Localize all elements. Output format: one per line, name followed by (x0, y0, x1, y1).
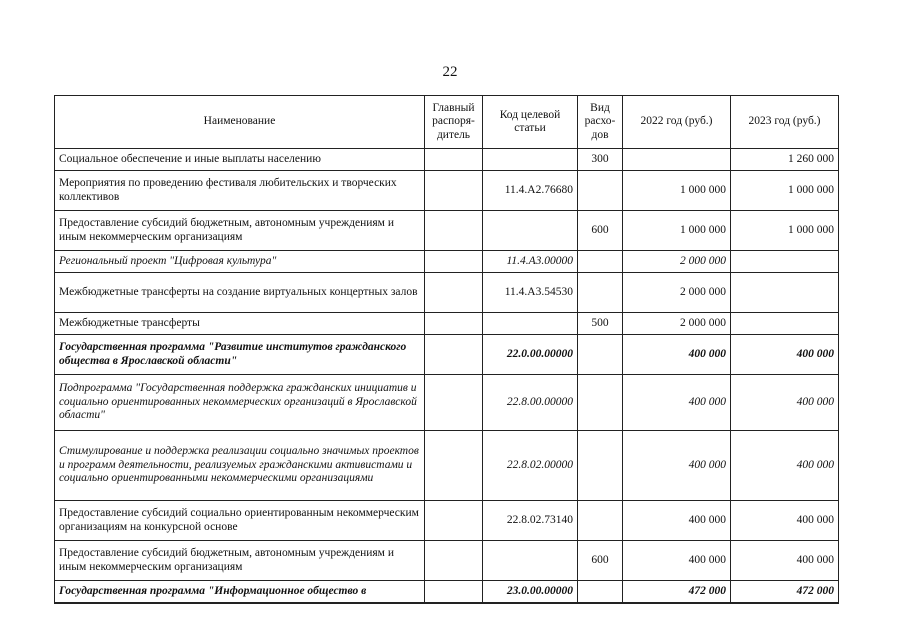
table-row (55, 171, 839, 211)
row-code: 11.4.А2.76680 (483, 171, 578, 211)
row-code: 22.8.00.00000 (483, 375, 578, 431)
table-row (55, 431, 839, 501)
row-2022: 472 000 (623, 581, 731, 603)
row-2022: 2 000 000 (623, 313, 731, 335)
row-2022: 400 000 (623, 501, 731, 541)
row-code (483, 149, 578, 171)
row-admin (425, 171, 483, 211)
table-row (55, 375, 839, 431)
row-2023: 400 000 (731, 335, 839, 375)
row-code (483, 211, 578, 251)
row-code (483, 541, 578, 581)
row-kind (578, 335, 623, 375)
row-name: Предоставление субсидий бюджетным, автономным учреждениям и иным некоммерческим организациям (55, 211, 425, 251)
row-admin (425, 149, 483, 171)
budget-table (54, 95, 839, 604)
row-name: Социальное обеспечение и иные выплаты населению (55, 149, 425, 171)
row-kind: 300 (578, 149, 623, 171)
row-name: Межбюджетные трансферты на создание виртуальных концертных залов (55, 273, 425, 313)
row-kind (578, 251, 623, 273)
row-admin (425, 335, 483, 375)
row-kind (578, 375, 623, 431)
table-row (55, 581, 839, 603)
row-2022: 1 000 000 (623, 171, 731, 211)
header-2023: 2023 год (руб.) (731, 96, 839, 149)
table-row (55, 251, 839, 273)
row-code: 11.4.А3.00000 (483, 251, 578, 273)
row-2022: 400 000 (623, 375, 731, 431)
table-header-row (55, 96, 839, 149)
row-2022: 2 000 000 (623, 251, 731, 273)
row-2023: 1 260 000 (731, 149, 839, 171)
row-admin (425, 273, 483, 313)
row-kind (578, 501, 623, 541)
row-2023: 1 000 000 (731, 211, 839, 251)
row-2023 (731, 273, 839, 313)
row-code (483, 313, 578, 335)
table-row (55, 211, 839, 251)
row-name: Региональный проект "Цифровая культура" (55, 251, 425, 273)
row-name: Государственная программа "Развитие институтов гражданского общества в Ярославской области" (55, 335, 425, 375)
page-number: 22 (442, 64, 458, 80)
row-name: Стимулирование и поддержка реализации социально значимых проектов и программ деятельности, реализуемых гражданскими активистами и социально ориентированными некоммерческими организациями (55, 431, 425, 501)
row-2022: 400 000 (623, 431, 731, 501)
row-admin (425, 541, 483, 581)
header-2022: 2022 год (руб.) (623, 96, 731, 149)
header-kind: Вид расхо-дов (578, 96, 623, 149)
table-row (55, 313, 839, 335)
row-2023: 400 000 (731, 501, 839, 541)
row-name: Мероприятия по проведению фестиваля любительских и творческих коллективов (55, 171, 425, 211)
row-admin (425, 501, 483, 541)
header-name: Наименование (55, 96, 425, 149)
row-2023 (731, 251, 839, 273)
row-2023 (731, 313, 839, 335)
row-name: Предоставление субсидий социально ориентированным некоммерческим организациям на конкурсной основе (55, 501, 425, 541)
row-2022 (623, 149, 731, 171)
row-2022: 400 000 (623, 541, 731, 581)
row-admin (425, 431, 483, 501)
row-code: 22.8.02.00000 (483, 431, 578, 501)
row-kind (578, 581, 623, 603)
header-code: Код целевой статьи (483, 96, 578, 149)
row-2022: 400 000 (623, 335, 731, 375)
row-admin (425, 211, 483, 251)
row-code: 11.4.А3.54530 (483, 273, 578, 313)
row-2022: 2 000 000 (623, 273, 731, 313)
row-admin (425, 375, 483, 431)
table-row (55, 501, 839, 541)
row-admin (425, 251, 483, 273)
row-kind: 600 (578, 541, 623, 581)
row-2023: 400 000 (731, 541, 839, 581)
row-name: Предоставление субсидий бюджетным, автономным учреждениям и иным некоммерческим организациям (55, 541, 425, 581)
row-kind: 500 (578, 313, 623, 335)
row-name: Межбюджетные трансферты (55, 313, 425, 335)
row-admin (425, 581, 483, 603)
row-2023: 400 000 (731, 431, 839, 501)
row-kind: 600 (578, 211, 623, 251)
row-name: Государственная программа "Информационное общество в (55, 581, 425, 603)
table-row (55, 335, 839, 375)
row-code: 22.0.00.00000 (483, 335, 578, 375)
row-kind (578, 171, 623, 211)
table-row (55, 149, 839, 171)
row-2022: 1 000 000 (623, 211, 731, 251)
header-admin: Главный распоря-дитель (425, 96, 483, 149)
row-code: 23.0.00.00000 (483, 581, 578, 603)
row-kind (578, 273, 623, 313)
row-code: 22.8.02.73140 (483, 501, 578, 541)
row-2023: 472 000 (731, 581, 839, 603)
table-row (55, 541, 839, 581)
row-kind (578, 431, 623, 501)
table-row (55, 273, 839, 313)
row-2023: 400 000 (731, 375, 839, 431)
row-admin (425, 313, 483, 335)
row-name: Подпрограмма "Государственная поддержка гражданских инициатив и социально ориентированных некоммерческих организаций в Ярославской области" (55, 375, 425, 431)
row-2023: 1 000 000 (731, 171, 839, 211)
